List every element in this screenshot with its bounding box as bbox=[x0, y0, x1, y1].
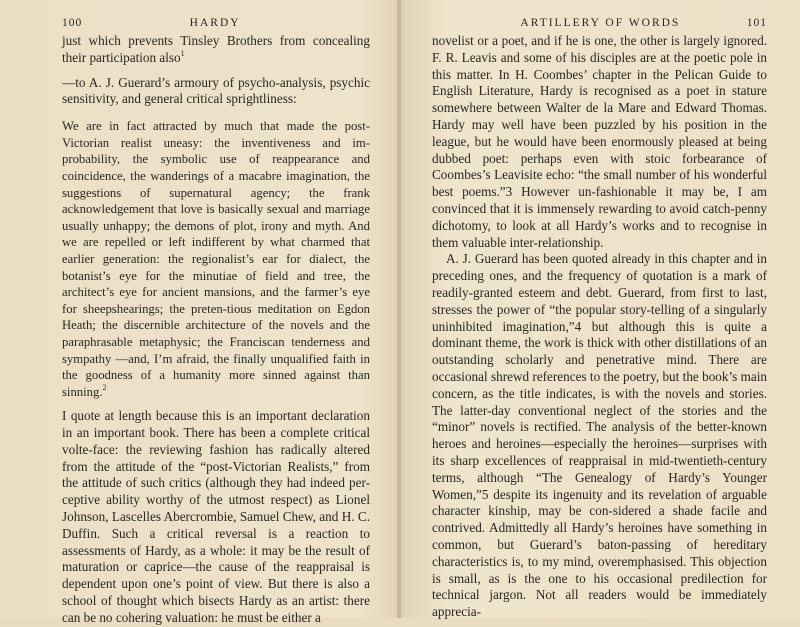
left-paragraph-1: just which prevents Tinsley Brothers from concealing their participation also$^1$ bbox=[62, 33, 370, 65]
left-running-head: HARDY bbox=[189, 17, 241, 29]
left-paragraph-2: —to A. J. Guerard’s armoury of psycho-analysis, psychic sensitivity, and general critical sprightliness: bbox=[62, 74, 370, 107]
left-page bbox=[0, 0, 398, 625]
footnote-ref-1: 1 bbox=[180, 48, 185, 58]
right-page bbox=[402, 0, 800, 618]
left-paragraph-3: I quote at length because this is an important declaration in an important book. There has been a complete critical volte-face: the reviewing fashion has radically altered from the attitude of the “post-Victorian Realists,” from the attitude of such critics (although they had indeed per-ceptive ability worthy of the utmost respect) as Lionel Johnson, Lascelles Abercrombie, Samuel Chew, and H. C. Duffin. Such a critical reversal is a reaction to assessments of Hardy, as a whole: it may be the result of maturation or caprice—the cause of the reappraisal is dependent upon one’s point of view. But there is also a school of thought which bisects Hardy as an artist: there can be no cohering valuation: he must be either a bbox=[62, 408, 370, 625]
left-header bbox=[62, 13, 370, 33]
right-paragraph-1: novelist or a poet, and if he is one, the other is largely ignored. F. R. Leavis and some of his disciples are at the poetic pole in this matter. In H. Coombes’ chapter in the Pelican Guide to English Literature, Hardy is recognised as a poet in stature somewhere between Walter de la Mare and Edward Thomas. Hardy may well have been puzzled by his position in the league, but he would have been enormously pleased at being dubbed poet: perhaps even with stoic forbearance of Coombes’s Leavisite echo: “the small number of his wonderful best poems.”3 However un-fashionable it may be, I am convinced that it is immensely rewarding to avoid catch-penny dichotomy, to look at all Hardy’s works and to recognise in them valuable inter-relationship. bbox=[432, 33, 767, 250]
block-quote: We are in fact attracted by much that made the post-Victorian realist uneasy: the inventiveness and im-probability, the symbolic use of reappearance and coincidence, the wanderings of a macabre imagination, the suggestions of supernatural agency; the frank acknowledgement that love is basically sexual and marriage usually unhappy; the demons of plot, irony and myth. And we are repelled or left indifferent by what charmed that earlier generation: the regionalist’s ear for dialect, the botanist’s eye for the minutiae of field and tree, the architect’s eye for ancient mansions, and the farmer’s eye for sheepshearings; the preten-tious meditation on Egdon Heath; the discernible architecture of the novels and the paraphrasable metaphysic; the Franciscan tenderness and sympathy —and, I’m afraid, the finally unqualified faith in the goodness of a humanity more sinned against than sinning.$^2$ bbox=[62, 119, 370, 399]
right-header bbox=[432, 13, 767, 33]
left-page-number: 100 bbox=[62, 17, 83, 29]
footnote-ref-2: 2 bbox=[102, 382, 107, 392]
right-running-head: ARTILLERY OF WORDS bbox=[520, 17, 681, 29]
right-page-number: 101 bbox=[746, 17, 767, 29]
right-paragraph-2: A. J. Guerard has been quoted already in this chapter and in preceding ones, and the frequency of quotation is a mark of readily-granted esteem and debt. Guerard, from first to last, stresses the power of “the popular story-telling of a singularly uninhibited imagination,”4 but although this is quite a dominant theme, the work is thick with other distillations of an outstanding scholarly and penetrative mind. There are occasional shrewd references to the poetry, but the book’s main concern, as the title indicates, is with the novels and stories. The latter-day conventional neglect of the stories and the “minor” novels is rectified. The analysis of the better-known heroes and heroines—especially the heroines—surprises with its sharp excellences of reappraisal in mid-twentieth-century terms, although “The Genealogy of Hardy’s Younger Women,”5 despite its ingenuity and its revelation of arguable character kinship, may be con-sidered a shade facile and contrived. Admittedly all Hardy’s heroines have something in common, but Guerard’s baton-passing of hereditary characteristics is, to my mind, overemphasised. This objection is small, as is the one to his occasional predilection for technical jargon. Not all readers would be immediately apprecia- bbox=[432, 251, 767, 620]
